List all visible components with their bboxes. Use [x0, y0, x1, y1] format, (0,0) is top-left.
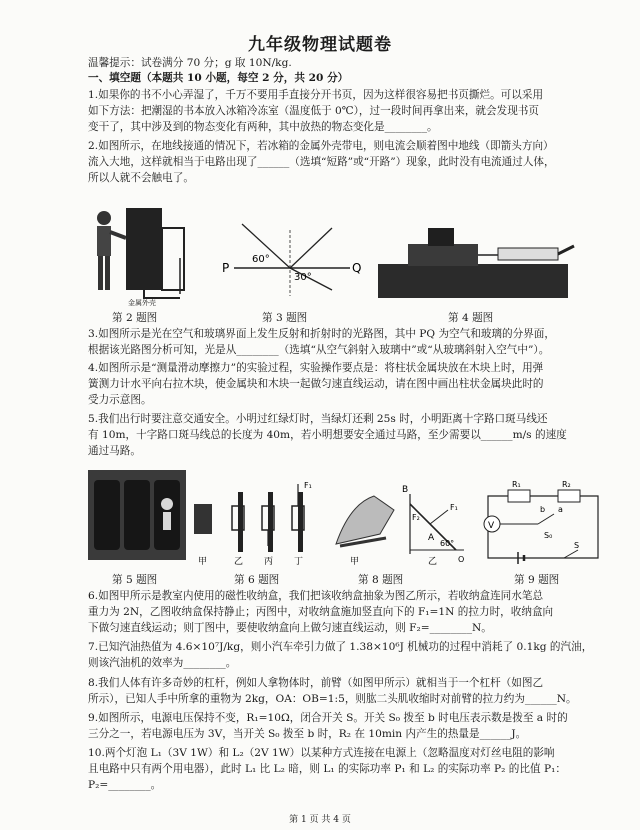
- fig6-yi: 乙: [234, 557, 244, 567]
- q2-line: 所以人就不会触电了。: [88, 172, 194, 184]
- figure-q9: [478, 476, 608, 568]
- q6-line: 6.如图甲所示是教室内使用的磁性收纳盒，我们把该收纳盒抽象为图乙所示，若收纳盒连同水笔总: [88, 590, 544, 602]
- q3-line: 根据该光路图分析可知，光是从________（选填“从空气斜射入玻璃中”或“从玻璃斜射入空气中”）。: [88, 344, 550, 356]
- fig9-R2: R₂: [562, 480, 571, 489]
- fig8-jia: 甲: [350, 557, 360, 567]
- q4-line: 簧测力计水平向右拉木块，使金属块和木块一起做匀速直线运动，请在图中画出柱状金属块此时的: [88, 378, 544, 390]
- q5-line: 通过马路。: [88, 445, 141, 457]
- caption-fig4: 第 4 题图: [448, 312, 494, 324]
- q7-line: 7.已知汽油热值为 4.6×10⁷J/kg，则小汽车牵引力做了 1.38×10⁶J 机械功的过程中消耗了 0.1kg 的汽油，: [88, 641, 593, 653]
- fig9-a: a: [558, 505, 563, 514]
- q5-line: 5.我们出行时要注意交通安全。小明过红绿灯时，当绿灯还剩 25s 时，小明距离十字路口斑马线还: [88, 413, 548, 425]
- caption-fig3: 第 3 题图: [262, 312, 308, 324]
- angle-60: 60°: [252, 254, 270, 265]
- fig9-S0: S₀: [544, 531, 553, 540]
- q7-line: 则该汽油机的效率为________。: [88, 657, 237, 669]
- exam-title: 九年级物理试题卷: [248, 35, 392, 55]
- fig9-R1: R₁: [512, 480, 521, 489]
- fig9-S: S: [574, 541, 580, 550]
- figure-q4: [378, 204, 578, 304]
- q1-line: 如下方法：把潮湿的书本放入冰箱冷冻室（温度低于 0℃），过一段时间再拿出来，就会发现书页: [88, 105, 539, 117]
- caption-fig8: 第 8 题图: [358, 574, 404, 586]
- q5-line: 有 10m，十字路口斑马线总的长度为 40m，若小明想要安全通过马路，至少需要以______m/s 的速度: [88, 429, 567, 441]
- q10-line: 且电路中只有两个用电器），此时 L₁ 比 L₂ 暗，则 L₁ 的实际功率 P₁ 和 L₂ 的实际功率 P₂ 的比值 P₁：: [88, 763, 566, 775]
- q6-line: 下做匀速直线运动；则丁图中，要使收纳盒向上做匀速直线运动，则 F₂=________N。: [88, 622, 492, 634]
- q9-line: 三分之一，若电源电压为 3V，当开关 S₀ 拨至 b 时，R₂ 在 10min 内产生的热量是______J。: [88, 728, 527, 740]
- q6-line: 重力为 2N，乙图收纳盒保持静止；丙图中，对收纳盒施加竖直向下的 F₁=1N 的拉力时，收纳盒向: [88, 606, 554, 618]
- figure-q5: [88, 470, 188, 562]
- caption-fig5: 第 5 题图: [112, 574, 158, 586]
- page-footer: 第 1 页 共 4 页: [289, 815, 351, 825]
- q2-line: 流入大地，这样就相当于电路出现了______（选填“短路”或“开路”）现象，此时没有电流通过人体，: [88, 156, 555, 168]
- fig8-F1: F₁: [450, 503, 458, 512]
- label-P: P: [222, 261, 230, 275]
- caption-fig6: 第 6 题图: [234, 574, 280, 586]
- figure-q2: [88, 198, 198, 308]
- fig8-A: A: [428, 533, 435, 543]
- fig6-bing: 丙: [264, 557, 274, 567]
- fig6-jia: 甲: [198, 557, 208, 567]
- q4-line: 4.如图所示是“测量滑动摩擦力”的实验过程，实验操作要点是：将柱状金属块放在木块上时，用弹: [88, 362, 544, 374]
- figure-q3: [222, 220, 362, 300]
- fig8-F2: F₂: [412, 513, 420, 522]
- angle-30: 30°: [294, 272, 312, 283]
- label-Q: Q: [352, 261, 362, 275]
- q8-line: 所示），已知人手中所拿的重物为 2kg，OA：OB=1:5，则肱二头肌收缩时对前臂的拉力约为______N。: [88, 693, 577, 705]
- tip-line: 温馨提示：试卷满分 70 分；g 取 10N/kg.: [88, 57, 292, 69]
- q1-line: 变干了，其中涉及到的物态变化有两种，其中放热的物态变化是________。: [88, 121, 438, 133]
- fig6-F-label: F₁: [304, 481, 312, 490]
- caption-fig9: 第 9 题图: [514, 574, 560, 586]
- q2-line: 2.如图所示，在地线接通的情况下，若冰箱的金属外壳带电，则电流会顺着图中地线（即箭头方向）: [88, 140, 554, 152]
- caption-fig2: 第 2 题图: [112, 312, 158, 324]
- fig8-yi: 乙: [428, 557, 438, 567]
- q8-line: 8.我们人体有许多奇妙的杠杆，例如人拿物体时，前臂（如图甲所示）就相当于一个杠杆（如图乙: [88, 677, 544, 689]
- q9-line: 9.如图所示，电源电压保持不变，R₁=10Ω，闭合开关 S。开关 S₀ 拨至 b 时电压表示数是拨至 a 时的: [88, 712, 568, 724]
- fig8-O: O: [458, 555, 465, 564]
- fig2-label: 金属外壳: [128, 299, 156, 307]
- q10-line: P₂=________。: [88, 779, 162, 791]
- q3-line: 3.如图所示是光在空气和玻璃界面上发生反射和折射时的光路图，其中 PQ 为空气和玻璃的分界面，: [88, 328, 555, 340]
- figure-q8: [330, 474, 470, 570]
- fig6-ding: 丁: [294, 557, 304, 567]
- q1-line: 1.如果你的书不小心弄湿了，千万不要用手直接分开书页，因为这样很容易把书页撕烂。可以采用: [88, 89, 544, 101]
- fig8-B: B: [402, 485, 409, 495]
- fig9-b: b: [540, 505, 546, 514]
- q10-line: 10.两个灯泡 L₁（3V 1W）和 L₂（2V 1W）以某种方式连接在电源上（忽略温度对灯丝电阻的影响: [88, 747, 555, 759]
- section-heading: 一、填空题（本题共 10 小题，每空 2 分，共 20 分）: [88, 72, 349, 84]
- q4-line: 受力示意图。: [88, 394, 152, 406]
- figure-q6: [194, 476, 324, 568]
- fig9-V: V: [488, 521, 495, 531]
- fig8-60: 60°: [440, 539, 455, 548]
